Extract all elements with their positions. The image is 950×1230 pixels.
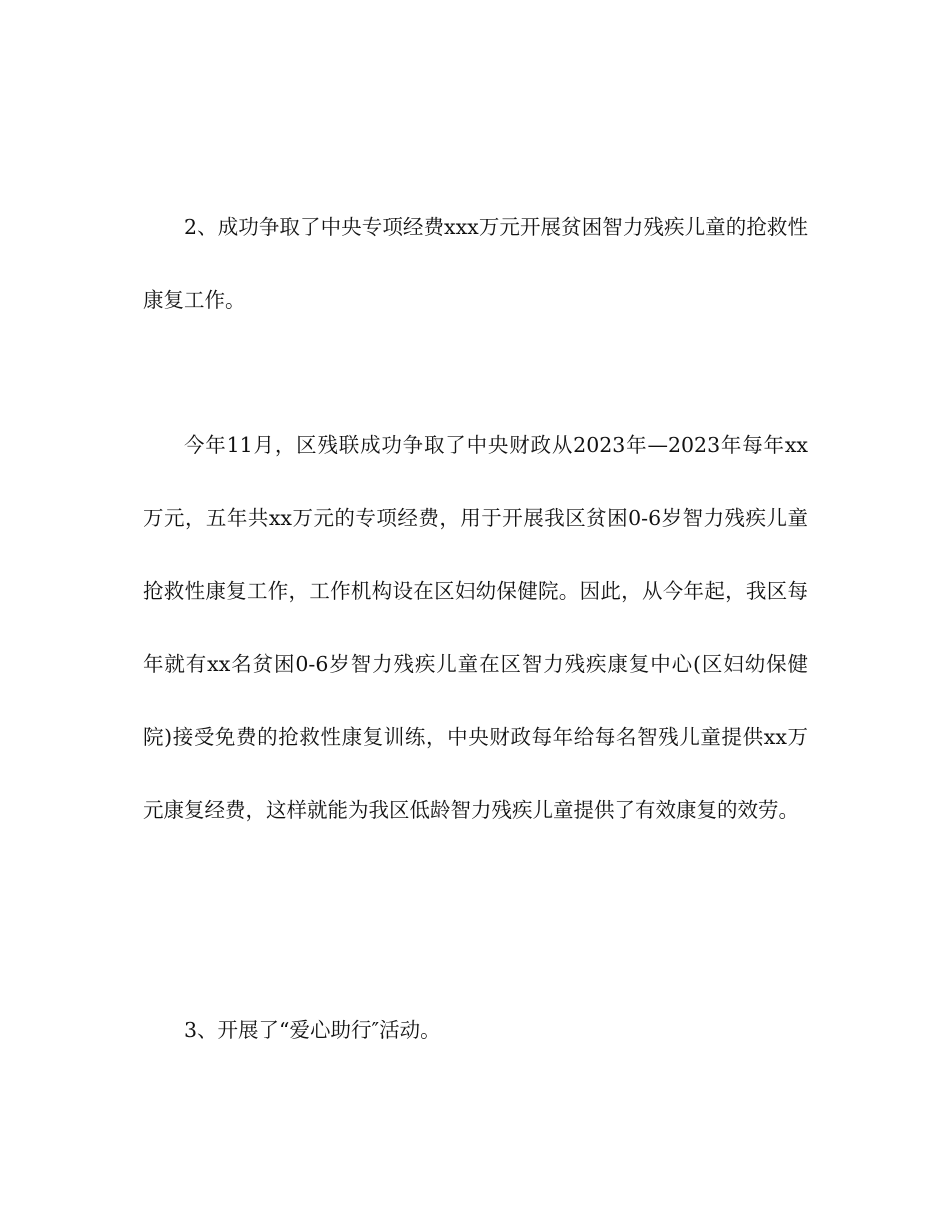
- paragraph-special-funds-body: 今年11月，区残联成功争取了中央财政从2023年—2023年每年xx万元，五年共xx万元的专项经费，用于开展我区贫困0-6岁智力残疾儿童抢救性康复工作，工作机构设在区妇幼保健院。因此，从今年起，我区每年就有xx名贫困0-6岁智力残疾儿童在区智力残疾康复中心(区妇幼保健院)接受免费的抢救性康复训练，中央财政每年给每名智残儿童提供xx万元康复经费，这样就能为我区低龄智力残疾儿童提供了有效康复的效劳。: [143, 433, 808, 822]
- paragraph-special-funds-heading: 2、成功争取了中央专项经费xxx万元开展贫困智力残疾儿童的抢救性康复工作。: [143, 215, 808, 312]
- paragraph-love-mobility-heading: 3、开展了“爱心助行″活动。: [184, 1018, 441, 1042]
